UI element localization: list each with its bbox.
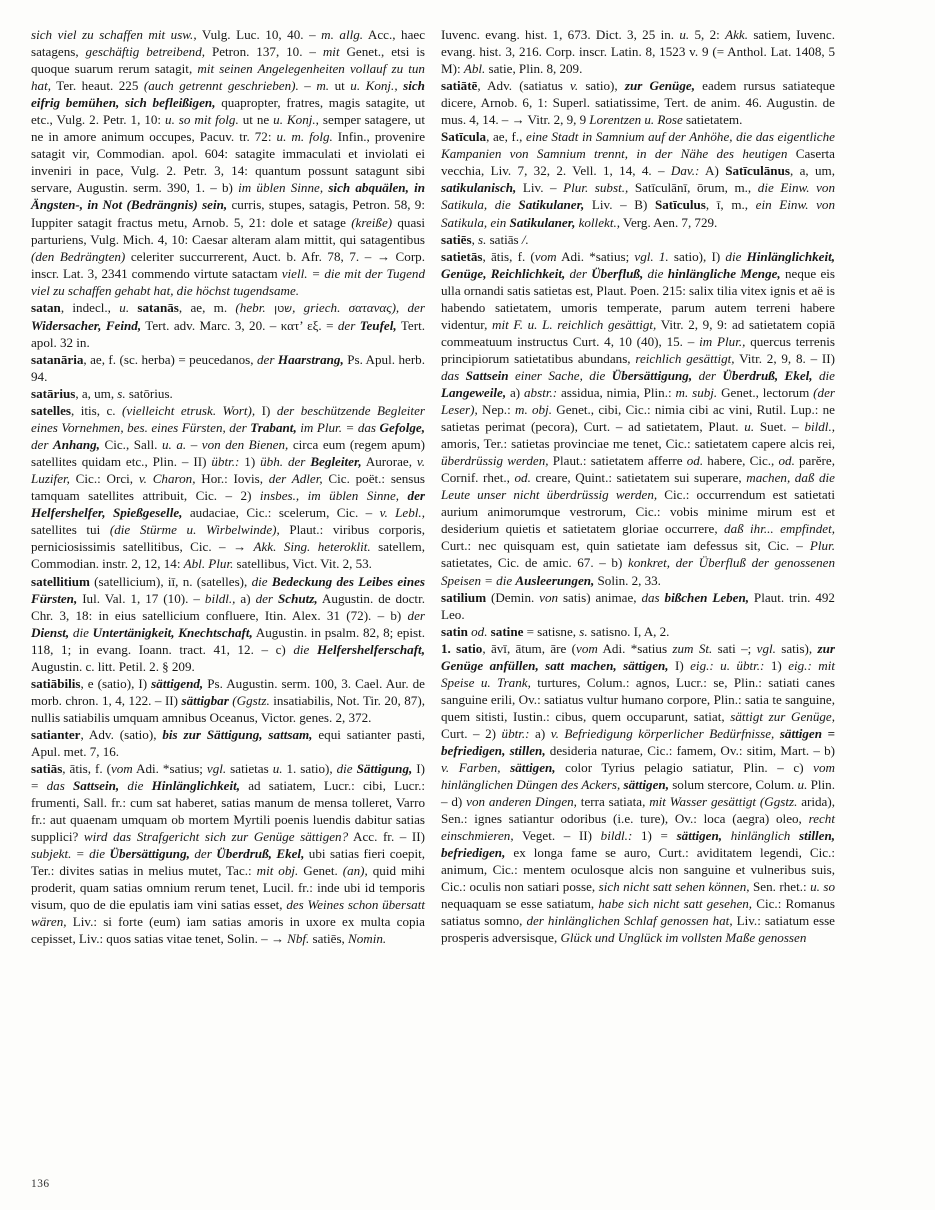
dictionary-entry: sich viel zu schaffen mit usw., Vulg. Luc. 10, 40. – m. allg. Acc., haec satagens, geschäftig betreibend, Petron. 137, 10. – mit Genet., etsi is quoque suarum rerum satagit, mit seinen Angelegenheiten vollauf zu tun hat, Ter. heaut. 225 (auch getrennt geschrieben). – m. ut u. Konj., sich eifrig bemühen, sich befleißigen, quapropter, fratres, magis satagite, ut etc., Vulg. 2. Petr. 1, 10: u. so mit folg. ut ne u. Konj., semper satagere, ut ne in amore animum occupes, Pacuv. tr. 72: u. m. folg. Infin., provenire satagit vir, Commodian. apol. 604: satagite immaculati et inviolati ei inveniri in pace, Vulg. 2. Petr. 3, 14: quantum possunt satagunt sibi servare, Augustin. serm. 390, 1. – b) im üblen Sinne, sich abquälen, in Ängsten-, in Not (Bedrängnis) sein, curris, stupes, satagis, Petron. 58, 9: Iuppiter satagit fractus metu, Arnob. 5, 21: dole et satage (kreiße) quasi parturiens, Vulg. Mich. 4, 10: Caesar alteram alam mittit, qui satagentibus (den Bedrängten) celeriter succurrerent, Auct. b. Afr. 78, 7. – → Corp. inscr. Lat. 3, 2341 commendo virtute satactam viell. = die mit der Tugend viel zu schaffen gehabt hat, die höchst tugendsame. xyxy=(31,27,426,298)
hebrew-gloss: שטן xyxy=(265,301,293,315)
dictionary-entry: satiās, ātis, f. (vom Adi. *satius; vgl. satietas u. 1. satio), die Sättigung, I) = das Sattsein, die Hinlänglichkeit, ad satiatem, Lucr.: cibi, Lucr.: frumenti, Sall. fr.: cum sat haberet, satias manum de mensa tolleret, Varro fr.: aut quaenam umquam ob mortem Myrtili poenis luendis dabitur satias supplici? wird das Strafgericht sich zur Genüge sättigen? Acc. fr. – II) subjekt. = die Übersättigung, der Überdruß, Ekel, ubi satias fieri coepit, Ter.: divites satias in melius mutet, Tac.: mit obj. Genet. (an), quid mihi proderit, quam satias omnium rerum tenet, Lucil. fr.: inde ubi id temporis visum, quo de die epulatis iam vini satias esset, des Weines schon übersatt wären, Liv.: si forte (eum) iam satias amoris in uxore ex multa copia cepisset, Liv.: quos satias vitae tenet, Solin. – → Nbf. satiēs, Nomin. xyxy=(31,761,425,947)
dictionary-entry: satin od. satine = satisne, s. satisno. I, A, 2. xyxy=(441,623,670,639)
two-column-text-body xyxy=(31,26,904,1161)
entry-headword: Satīculānus xyxy=(725,163,790,179)
dictionary-entry: 1. satio, āvī, ātum, āre (vom Adi. *satius zum St. sati –; vgl. satis), zur Genüge anfüllen, satt machen, sättigen, I) eig.: u. übtr.: 1) eig.: mit Speise u. Trank, turtures, Colum.: agnos, Lucr.: se, Plin.: satiati canes sanguine erili, Ov.: satiatus vultur humano corpore, Plin.: satia te sanguine, quem sitisti, Iustin.: cibus, quem occuparunt, satiat, sättigt zur Genüge, Curt. – 2) übtr.: a) v. Befriedigung körperlicher Bedürfnisse, sättigen = befriedigen, stillen, desideria naturae, Cic.: famem, Ov.: sitim, Mart. – b) v. Farben, sättigen, color Tyrius pelagio satiatur, Plin. – c) vom hinlänglichen Düngen des Ackers, sättigen, solum stercore, Colum. u. Plin. – d) von anderen Dingen, terra satiata, mit Wasser gesättigt (Ggstz. arida), Sen.: ignes satiantur odoribus (i.e. ture), Ov.: loca (aegra) oleo, recht einschmieren, Veget. – II) bildl.: 1) = sättigen, hinlänglich stillen, befriedigen, ex longa fame se auro, Curt.: aviditatem legendi, Cic.: animum, Cic.: mentem oculosque alcis non sanguine et vulneribus suis, Cic.: oculis non satiari posse, sich nicht satt sehen können, Sen. rhet.: u. so nequaquam se esse satiatum, habe sich nicht satt gesehen, Cic.: Romanus satiatus somno, der hinlänglichen Schlaf genossen hat, Liv.: satiatum esse prosperis adversisque, Glück und Unglück im vollsten Maße genossen xyxy=(441,640,836,946)
entry-headword: satelles xyxy=(31,403,71,419)
entry-headword: satārius xyxy=(31,385,76,401)
dictionary-entry: satiābilis, e (satio), I) sättigend, Ps. Augustin. serm. 100, 3. Cael. Aur. de morb. chron. 1, 4, 122. – II) sättigbar (Ggstz. insatiabilis, Not. Tir. 20, 87), nullis satiabilis umquam amnibus Oceanus, Victor. genes. 2, 372. xyxy=(31,675,425,725)
dictionary-entry: satan, indecl., u. satanās, ae, m. (hebr. שטן, griech. σατανας), der Widersacher, Feind, Tert. adv. Marc. 3, 20. – κατ’ εξ. = der Teufel, Tert. apol. 32 in. xyxy=(31,299,425,350)
entry-headword: satilium xyxy=(441,589,487,605)
entry-headword: satine xyxy=(487,623,524,639)
entry-headword: satin xyxy=(441,623,468,639)
dictionary-entry: satianter, Adv. (satio), bis zur Sättigung, sattsam, equi satianter pasti, Apul. met. 7, 16. xyxy=(31,726,425,759)
dictionary-entry: satilium (Demin. von satis) animae, das bißchen Leben, Plaut. trin. 492 Leo. xyxy=(441,589,835,622)
entry-headword: Satīcula xyxy=(441,129,487,145)
left-text-column xyxy=(31,26,425,948)
dictionary-entry: satelles, itis, c. (vielleicht etrusk. Wort), I) der beschützende Begleiter eines Vornehmen, bes. eines Fürsten, der Trabant, im Plur. = das Gefolge, der Anhang, Cic., Sall. u. a. – von den Bienen, circa eum (regem apum) satellites quidam etc., Plin. – II) übtr.: 1) übh. der Begleiter, Aurorae, v. Luzifer, Cic.: Orci, v. Charon, Hor.: Iovis, der Adler, Cic. poët.: sensus tamquam satellites attribuit, Cic. – 2) insbes., im üblen Sinne, der Helfershelfer, Spießgeselle, audaciae, Cic.: scelerum, Cic. – v. Lebl., satellites tui (die Stürme u. Wirbelwinde), Plaut.: viribus corporis, perniciosissimis satellitibus, Cic. – → Akk. Sing. heteroklit. satellem, Commodian. instr. 2, 12, 14: Abl. Plur. satellibus, Vict. Vit. 2, 53. xyxy=(31,403,426,572)
entry-headword: 1. satio xyxy=(441,640,483,656)
dictionary-entry: satellitium (satellicium), iī, n. (satelles), die Bedeckung des Leibes eines Fürsten, Iul. Val. 1, 17 (10). – bildl., a) der Schutz, Augustin. de doctr. Chr. 3, 18: in eius satellicium confluere, Itin. Alex. 31 (72). – b) der Dienst, die Untertänigkeit, Knechtschaft, Augustin. in psalm. 82, 8; epist. 118, 1; in evang. Ioann. tract. 41, 12. – c) die Helfershelferschaft, Augustin. c. litt. Petil. 2. § 209. xyxy=(31,573,426,674)
entry-headword: satiēs xyxy=(441,231,472,247)
dictionary-entry: satiātē, Adv. (satiatus v. satio), zur Genüge, eadem rursus satiateque dicere, Arnob. 6, 1: Superl. satiatissime, Tert. de anim. 46. Augustin. de mus. 4, 14. – → Vitr. 2, 9, 9 Lorentzen u. Rose satietatem. xyxy=(441,78,835,128)
entry-headword: satan xyxy=(31,299,61,315)
entry-headword: satanāria xyxy=(31,351,84,367)
dictionary-entry: satārius, a, um, s. satōrius. xyxy=(31,385,173,401)
entry-headword: satietās xyxy=(441,248,483,264)
entry-headword: satiābilis xyxy=(31,675,81,691)
entry-headword: Satīculus xyxy=(654,197,706,213)
entry-headword: satiātē xyxy=(441,78,478,94)
dictionary-entry: satietās, ātis, f. (vom Adi. *satius; vgl. 1. satio), I) die Hinlänglichkeit, Genüge, Reichlichkeit, der Überfluß, die hinlängliche Menge, neque eis ulla ornandi satis satietas est, Plaut. Poen. 215: salix tilia vitex ignis et aë is habendo satietatem, umoris temperate, parum autem terreni habere videntur, mit F. u. L. reichlich gesättigt, Vitr. 2, 9, 9: ad satietatem copiā commeatuum instructus Curt. 4, 10 (40), 15. – im Plur., quercus terrenis principiorum satietatibus abundans, reichlich gesättigt, Vitr. 2, 9, 8. – II) das Sattsein einer Sache, die Übersättigung, der Überdruß, Ekel, die Langeweile, a) abstr.: assidua, nimia, Plin.: m. subj. Genet., lectorum (der Leser), Nep.: m. obj. Genet., cibi, Cic.: nimia cibi ac vini, Rutil. Lup.: ne satietas perimat (pecora), Curt. – ad satietatem, Plaut. u. Suet. – bildl., amoris, Ter.: satietas provinciae me tenet, Cic.: satietatem capere alcis rei, überdrüssig werden, Plaut.: satietatem afferre od. habere, Cic., od. parĕre, Cornif. rhet., od. creare, Quint.: satietatem sui superare, machen, daß die Leute unser nicht überdrüssig werden, Cic.: occurrendum est satietati aurium animorumque vestrorum, Cic.: vobis minime mirum est et desiderium quietis et satietatem gloriae occurrere, daß ihr... empfindet, Curt.: nec quisquam est, quin satietate iam defessus sit, Cic. – Plur. satietates, Cic. de amic. 67. – b) konkret, der Überfluß der genossenen Speisen = die Ausleerungen, Solin. 2, 33. xyxy=(441,248,836,588)
dictionary-entry: satiēs, s. satiās /. xyxy=(441,231,529,247)
right-text-column xyxy=(441,26,835,947)
dictionary-entry: Satīcula, ae, f., eine Stadt in Samnium auf der Anhöhe, die das eigentliche Kampanien von Samnium trennt, in der Nähe des heutigen Caserta vecchia, Liv. 7, 32, 2. Vell. 1, 14, 4. – Dav.: A) Satīculānus, a, um, satikulanisch, Liv. – Plur. subst., Satīculānī, ōrum, m., die Einw. von Satikula, die Satikulaner, Liv. – B) Satīculus, ī, m., ein Einw. von Satikula, ein Satikulaner, kollekt., Verg. Aen. 7, 729. xyxy=(441,129,835,230)
page-number: 136 xyxy=(31,1178,50,1190)
dictionary-entry: satanāria, ae, f. (sc. herba) = peucedanos, der Haarstrang, Ps. Apul. herb. 94. xyxy=(31,351,425,384)
dictionary-entry: Iuvenc. evang. hist. 1, 673. Dict. 3, 25 in. u. 5, 2: Akk. satiem, Iuvenc. evang. hist. 3, 216. Corp. inscr. Latin. 8, 1523 v. 9 (= Anthol. Lat. 1408, 5 M): Abl. satie, Plin. 8, 209. xyxy=(441,27,835,77)
entry-headword: satianter xyxy=(31,726,81,742)
entry-headword: satiās xyxy=(31,761,63,777)
entry-headword: satanās xyxy=(129,299,179,315)
entry-headword: satellitium xyxy=(31,573,90,589)
